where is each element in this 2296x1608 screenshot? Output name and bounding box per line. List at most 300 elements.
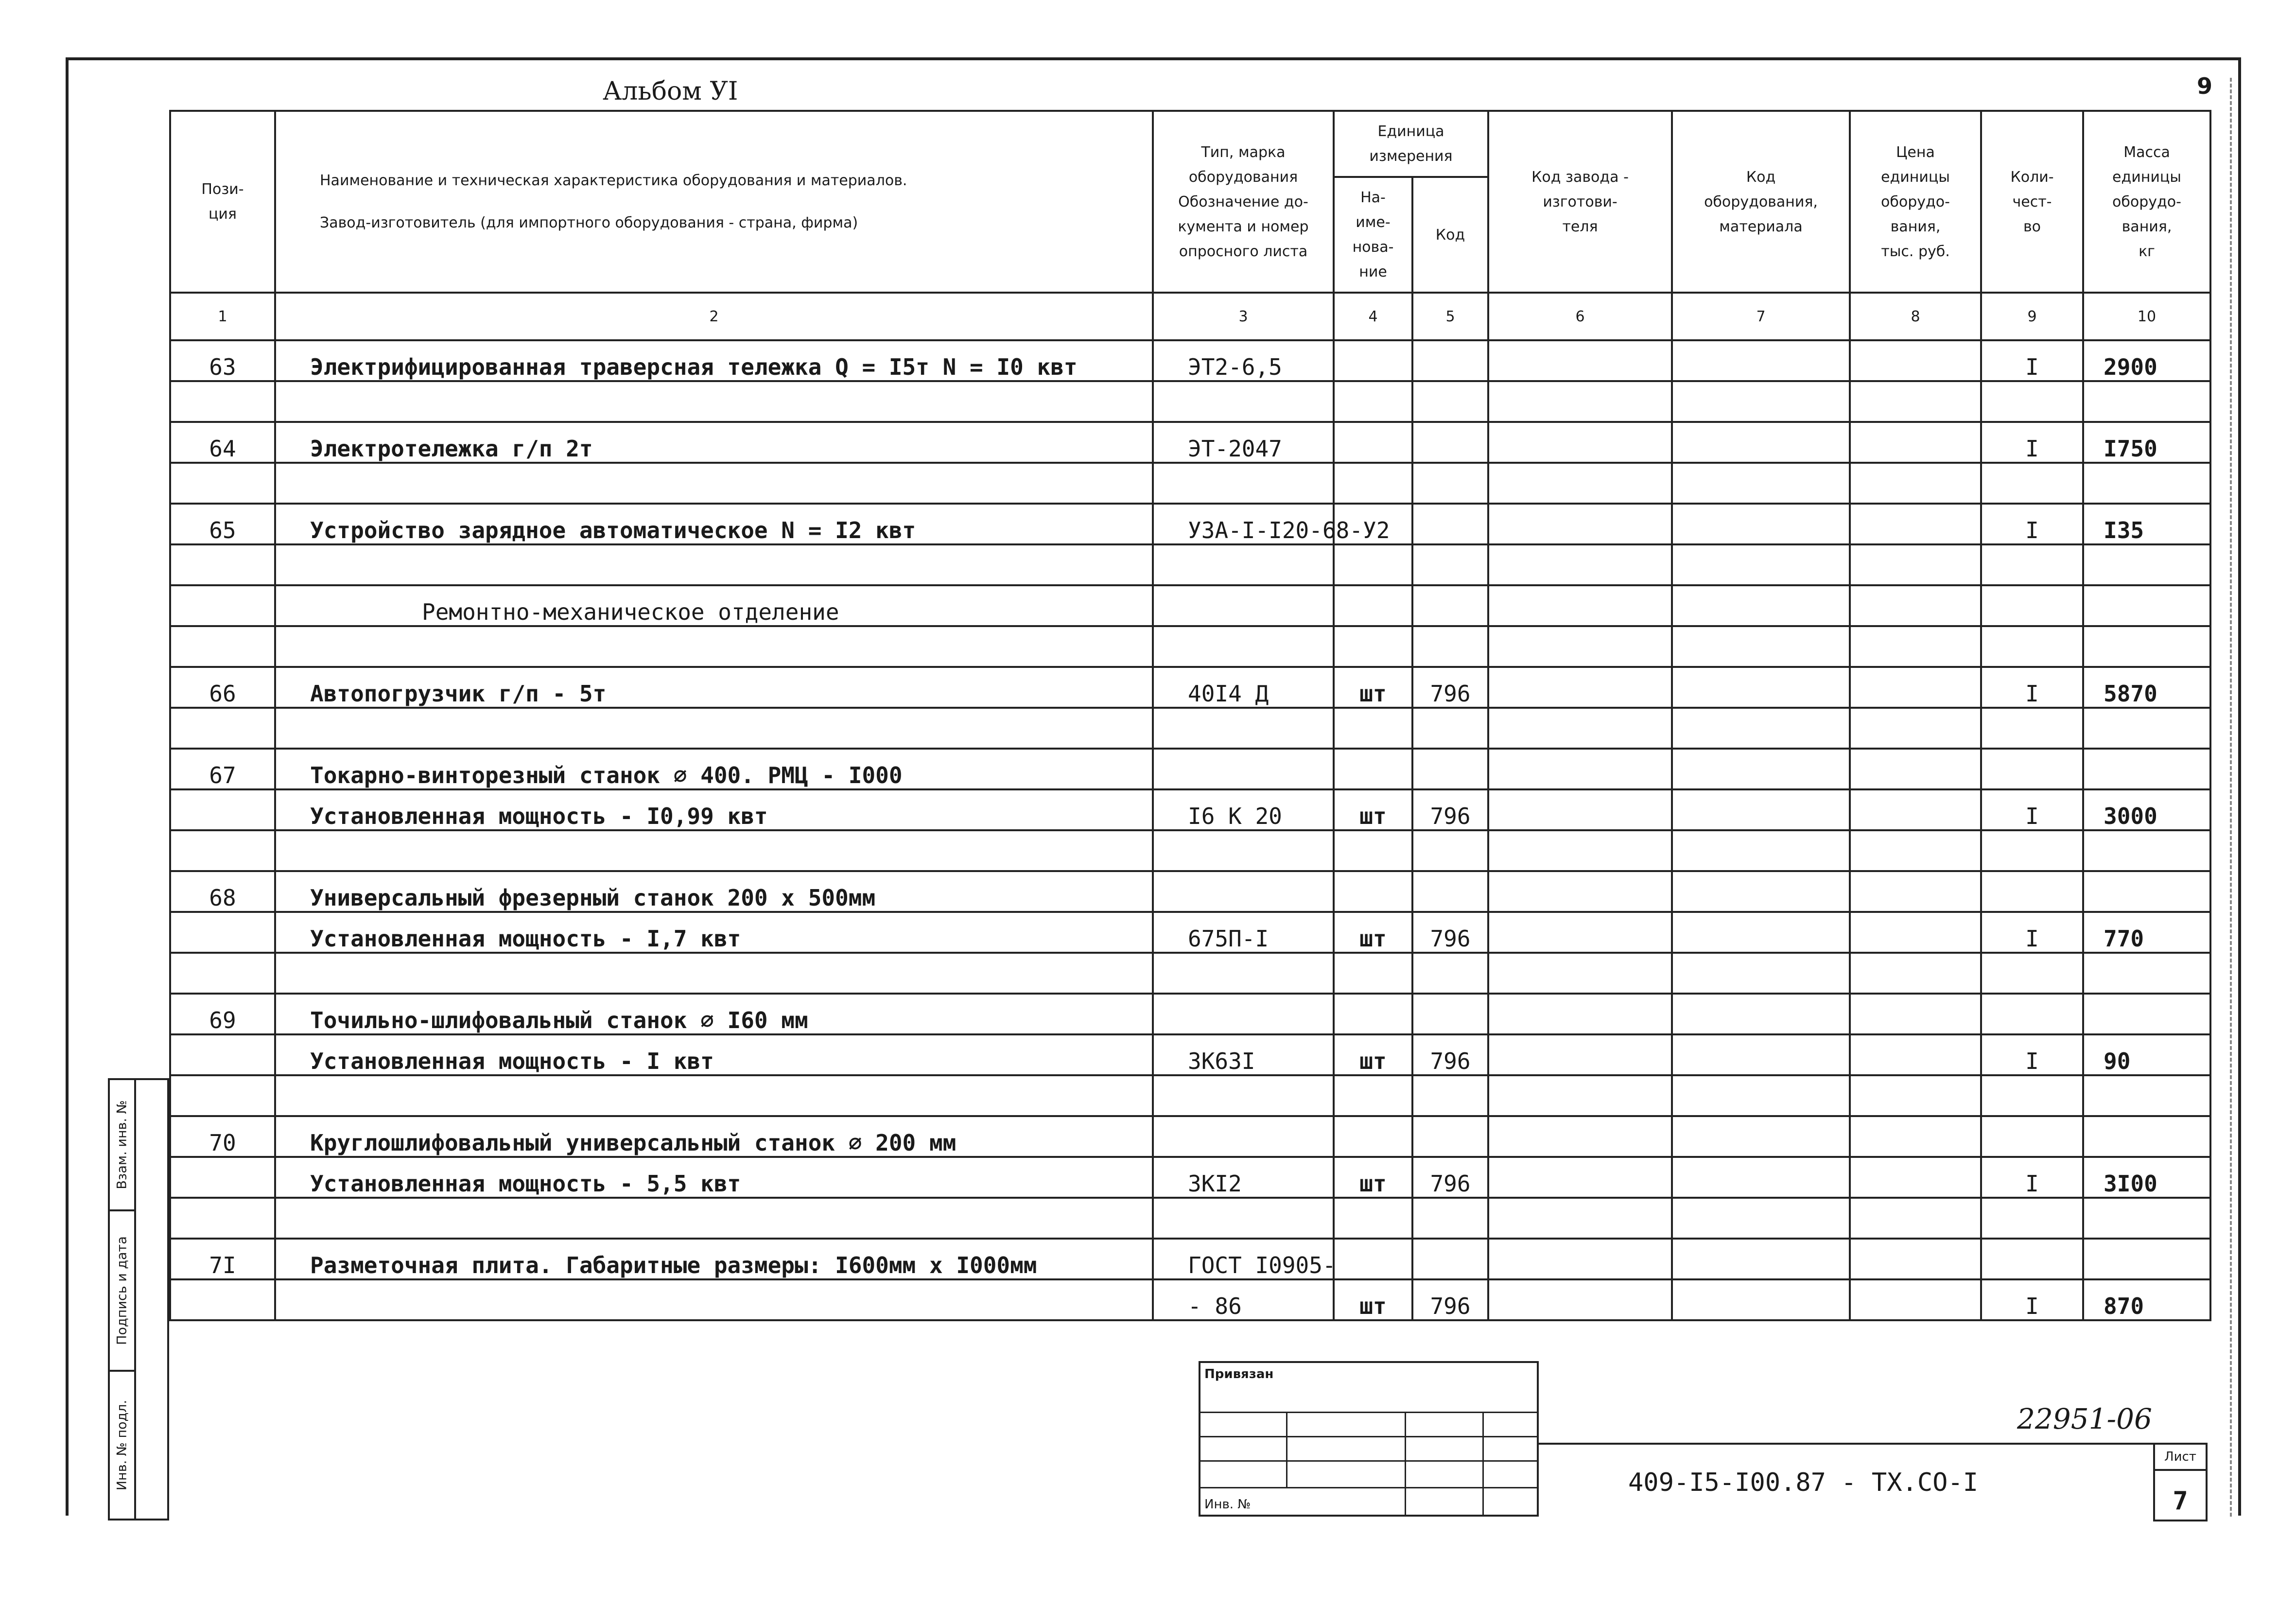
hdr-unit: Единица измерения bbox=[1334, 111, 1488, 177]
cell-pos bbox=[170, 830, 275, 871]
cell-c7 bbox=[1672, 585, 1850, 626]
cell-code bbox=[1412, 1116, 1488, 1157]
cell-c6 bbox=[1488, 381, 1672, 422]
cell-mass: 2900 bbox=[2083, 340, 2210, 381]
table-row bbox=[170, 340, 2210, 381]
hdr-factory-code: Код завода - изготови- теля bbox=[1488, 111, 1672, 293]
cell-pos: 69 bbox=[170, 994, 275, 1034]
cell-c7 bbox=[1672, 626, 1850, 667]
cell-name bbox=[275, 381, 1153, 422]
cell-code bbox=[1412, 749, 1488, 789]
cell-type bbox=[1153, 463, 1334, 504]
cell-type: - 86 bbox=[1153, 1279, 1334, 1320]
cell-qty bbox=[1981, 994, 2083, 1034]
col-number: 4 bbox=[1334, 293, 1412, 340]
cell-qty bbox=[1981, 1075, 2083, 1116]
cell-c7 bbox=[1672, 871, 1850, 912]
cell-c8 bbox=[1850, 1239, 1981, 1279]
cell-c6 bbox=[1488, 912, 1672, 953]
cell-name bbox=[275, 1198, 1153, 1239]
table-row bbox=[170, 1239, 2210, 1279]
cell-name: Установленная мощность - I,7 квт bbox=[275, 912, 1153, 953]
cell-unit bbox=[1334, 544, 1412, 585]
cell-pos bbox=[170, 381, 275, 422]
equipment-table bbox=[169, 110, 2211, 1321]
cell-mass bbox=[2083, 544, 2210, 585]
cell-c6 bbox=[1488, 1279, 1672, 1320]
cell-c7 bbox=[1672, 504, 1850, 544]
cell-qty: I bbox=[1981, 1157, 2083, 1198]
side-label: Взам. инв. № bbox=[110, 1080, 136, 1211]
cell-mass bbox=[2083, 585, 2210, 626]
cell-c7 bbox=[1672, 953, 1850, 994]
title-block-line bbox=[1539, 1443, 2153, 1445]
binding-stamp bbox=[1199, 1361, 1539, 1517]
col-number: 5 bbox=[1412, 293, 1488, 340]
cell-code: 796 bbox=[1412, 789, 1488, 830]
cell-code bbox=[1412, 626, 1488, 667]
cell-mass: 90 bbox=[2083, 1034, 2210, 1075]
cell-type: ГОСТ I0905- bbox=[1153, 1239, 1334, 1279]
cell-unit bbox=[1334, 994, 1412, 1034]
cell-pos: 67 bbox=[170, 749, 275, 789]
col-number: 1 bbox=[170, 293, 275, 340]
cell-c6 bbox=[1488, 953, 1672, 994]
cell-type: I6 К 20 bbox=[1153, 789, 1334, 830]
cell-name: Разметочная плита. Габаритные размеры: I600мм х I000мм bbox=[275, 1239, 1153, 1279]
cell-pos bbox=[170, 1157, 275, 1198]
cell-type bbox=[1153, 994, 1334, 1034]
cell-name: Установленная мощность - I0,99 квт bbox=[275, 789, 1153, 830]
hdr-equipment-code: Код оборудования, материала bbox=[1672, 111, 1850, 293]
cell-c8 bbox=[1850, 1034, 1981, 1075]
cell-name bbox=[275, 544, 1153, 585]
cell-qty bbox=[1981, 463, 2083, 504]
cell-unit bbox=[1334, 953, 1412, 994]
hdr-quantity: Коли- чест- во bbox=[1981, 111, 2083, 293]
table-row bbox=[170, 1075, 2210, 1116]
cell-unit: шт bbox=[1334, 1279, 1412, 1320]
cell-mass: 3I00 bbox=[2083, 1157, 2210, 1198]
cell-c8 bbox=[1850, 463, 1981, 504]
cell-mass: I750 bbox=[2083, 422, 2210, 463]
cell-name: Установленная мощность - 5,5 квт bbox=[275, 1157, 1153, 1198]
cell-c6 bbox=[1488, 1075, 1672, 1116]
table-row bbox=[170, 912, 2210, 953]
cell-pos bbox=[170, 1034, 275, 1075]
cell-mass bbox=[2083, 381, 2210, 422]
cell-c8 bbox=[1850, 585, 1981, 626]
cell-c6 bbox=[1488, 1198, 1672, 1239]
cell-name: Точильно-шлифовальный станок ∅ I60 мм bbox=[275, 994, 1153, 1034]
cell-mass bbox=[2083, 994, 2210, 1034]
cell-mass bbox=[2083, 749, 2210, 789]
stamp-title: Привязан bbox=[1204, 1367, 1274, 1381]
cell-unit bbox=[1334, 749, 1412, 789]
hdr-position: Пози- ция bbox=[170, 111, 275, 293]
cell-type: 675П-I bbox=[1153, 912, 1334, 953]
sheet-number: 7 bbox=[2173, 1486, 2188, 1516]
cell-code: 796 bbox=[1412, 1279, 1488, 1320]
cell-unit: шт bbox=[1334, 789, 1412, 830]
cell-type bbox=[1153, 626, 1334, 667]
margin-dash bbox=[2230, 78, 2232, 1517]
cell-code bbox=[1412, 871, 1488, 912]
col-number: 10 bbox=[2083, 293, 2210, 340]
cell-pos: 68 bbox=[170, 871, 275, 912]
document-code: 409-I5-I00.87 - ТХ.СО-I bbox=[1628, 1468, 1979, 1497]
cell-pos: 63 bbox=[170, 340, 275, 381]
cell-mass: 770 bbox=[2083, 912, 2210, 953]
table-row bbox=[170, 626, 2210, 667]
table-row bbox=[170, 463, 2210, 504]
table-row bbox=[170, 422, 2210, 463]
cell-name bbox=[275, 953, 1153, 994]
cell-mass: 870 bbox=[2083, 1279, 2210, 1320]
cell-pos bbox=[170, 1198, 275, 1239]
cell-pos: 7I bbox=[170, 1239, 275, 1279]
table-row bbox=[170, 1116, 2210, 1157]
cell-code: 796 bbox=[1412, 912, 1488, 953]
cell-name: Токарно-винторезный станок ∅ 400. РМЦ - I000 bbox=[275, 749, 1153, 789]
cell-code bbox=[1412, 381, 1488, 422]
cell-name bbox=[275, 626, 1153, 667]
cell-qty bbox=[1981, 1198, 2083, 1239]
cell-type: ЭТ-2047 bbox=[1153, 422, 1334, 463]
cell-c6 bbox=[1488, 1116, 1672, 1157]
cell-pos bbox=[170, 463, 275, 504]
cell-mass: 3000 bbox=[2083, 789, 2210, 830]
cell-unit bbox=[1334, 1239, 1412, 1279]
cell-c6 bbox=[1488, 1034, 1672, 1075]
cell-qty bbox=[1981, 544, 2083, 585]
cell-unit bbox=[1334, 1198, 1412, 1239]
cell-unit bbox=[1334, 1075, 1412, 1116]
col-number: 2 bbox=[275, 293, 1153, 340]
hdr-unit-code: Код bbox=[1412, 177, 1488, 293]
cell-name: Электротележка г/п 2т bbox=[275, 422, 1153, 463]
cell-name: Установленная мощность - I квт bbox=[275, 1034, 1153, 1075]
cell-unit bbox=[1334, 626, 1412, 667]
cell-c6 bbox=[1488, 708, 1672, 749]
col-number: 9 bbox=[1981, 293, 2083, 340]
cell-unit: шт bbox=[1334, 1157, 1412, 1198]
cell-qty bbox=[1981, 1239, 2083, 1279]
table-row bbox=[170, 708, 2210, 749]
cell-mass: I35 bbox=[2083, 504, 2210, 544]
cell-c8 bbox=[1850, 830, 1981, 871]
cell-c7 bbox=[1672, 667, 1850, 708]
cell-c7 bbox=[1672, 1198, 1850, 1239]
cell-c8 bbox=[1850, 1157, 1981, 1198]
cell-c8 bbox=[1850, 789, 1981, 830]
cell-code bbox=[1412, 544, 1488, 585]
cell-name bbox=[275, 830, 1153, 871]
cell-c7 bbox=[1672, 1239, 1850, 1279]
cell-c8 bbox=[1850, 422, 1981, 463]
cell-unit bbox=[1334, 830, 1412, 871]
cell-name bbox=[275, 463, 1153, 504]
cell-c7 bbox=[1672, 340, 1850, 381]
cell-pos bbox=[170, 544, 275, 585]
cell-pos bbox=[170, 708, 275, 749]
cell-type bbox=[1153, 1198, 1334, 1239]
table-row bbox=[170, 953, 2210, 994]
cell-mass: 5870 bbox=[2083, 667, 2210, 708]
cell-mass bbox=[2083, 1239, 2210, 1279]
cell-c6 bbox=[1488, 504, 1672, 544]
table-row bbox=[170, 749, 2210, 789]
cell-pos bbox=[170, 789, 275, 830]
table-row bbox=[170, 544, 2210, 585]
cell-qty bbox=[1981, 626, 2083, 667]
cell-c7 bbox=[1672, 381, 1850, 422]
cell-qty bbox=[1981, 749, 2083, 789]
cell-c6 bbox=[1488, 789, 1672, 830]
side-label: Инв. № подл. bbox=[110, 1372, 136, 1519]
sheet-box bbox=[2153, 1443, 2208, 1521]
cell-c6 bbox=[1488, 994, 1672, 1034]
cell-c7 bbox=[1672, 994, 1850, 1034]
cell-name: Круглошлифовальный универсальный станок ∅ 200 мм bbox=[275, 1116, 1153, 1157]
hdr-type: Тип, марка оборудования Обозначение до- кумента и номер опросного листа bbox=[1153, 111, 1334, 293]
cell-c8 bbox=[1850, 749, 1981, 789]
side-label: Подпись и дата bbox=[110, 1211, 136, 1372]
cell-c6 bbox=[1488, 340, 1672, 381]
album-title: Альбом УI bbox=[603, 77, 738, 106]
cell-c8 bbox=[1850, 871, 1981, 912]
cell-pos bbox=[170, 626, 275, 667]
cell-unit: шт bbox=[1334, 912, 1412, 953]
cell-unit bbox=[1334, 585, 1412, 626]
cell-unit bbox=[1334, 422, 1412, 463]
cell-unit bbox=[1334, 463, 1412, 504]
table-row bbox=[170, 667, 2210, 708]
side-stamp bbox=[108, 1078, 169, 1521]
table-row bbox=[170, 1279, 2210, 1320]
cell-c8 bbox=[1850, 340, 1981, 381]
cell-mass bbox=[2083, 626, 2210, 667]
cell-c8 bbox=[1850, 626, 1981, 667]
cell-c7 bbox=[1672, 463, 1850, 504]
table-row bbox=[170, 585, 2210, 626]
table-row bbox=[170, 1034, 2210, 1075]
cell-mass bbox=[2083, 463, 2210, 504]
col-number: 8 bbox=[1850, 293, 1981, 340]
cell-c7 bbox=[1672, 1279, 1850, 1320]
cell-qty: I bbox=[1981, 789, 2083, 830]
table-row bbox=[170, 381, 2210, 422]
cell-pos bbox=[170, 585, 275, 626]
cell-c7 bbox=[1672, 1157, 1850, 1198]
table-row bbox=[170, 871, 2210, 912]
cell-qty bbox=[1981, 830, 2083, 871]
cell-pos: 70 bbox=[170, 1116, 275, 1157]
cell-mass bbox=[2083, 1075, 2210, 1116]
cell-code: 796 bbox=[1412, 1034, 1488, 1075]
cell-c8 bbox=[1850, 504, 1981, 544]
col-number: 6 bbox=[1488, 293, 1672, 340]
cell-type: ЭТ2-6,5 bbox=[1153, 340, 1334, 381]
cell-mass bbox=[2083, 1198, 2210, 1239]
table-row bbox=[170, 789, 2210, 830]
cell-unit bbox=[1334, 708, 1412, 749]
cell-c8 bbox=[1850, 953, 1981, 994]
cell-c6 bbox=[1488, 749, 1672, 789]
cell-code bbox=[1412, 953, 1488, 994]
cell-qty: I bbox=[1981, 667, 2083, 708]
cell-pos: 64 bbox=[170, 422, 275, 463]
cell-code bbox=[1412, 422, 1488, 463]
cell-mass bbox=[2083, 830, 2210, 871]
cell-name: Устройство зарядное автоматическое N = I2 квт bbox=[275, 504, 1153, 544]
cell-type bbox=[1153, 544, 1334, 585]
table-row bbox=[170, 1198, 2210, 1239]
cell-type bbox=[1153, 1075, 1334, 1116]
cell-code bbox=[1412, 463, 1488, 504]
cell-mass bbox=[2083, 953, 2210, 994]
cell-qty: I bbox=[1981, 1279, 2083, 1320]
cell-c8 bbox=[1850, 1279, 1981, 1320]
cell-c7 bbox=[1672, 1116, 1850, 1157]
cell-c8 bbox=[1850, 912, 1981, 953]
cell-c8 bbox=[1850, 1075, 1981, 1116]
cell-c6 bbox=[1488, 422, 1672, 463]
cell-pos: 65 bbox=[170, 504, 275, 544]
sheet-label: Лист bbox=[2155, 1445, 2206, 1471]
hdr-mass: Масса единицы оборудо- вания, кг bbox=[2083, 111, 2210, 293]
cell-c8 bbox=[1850, 381, 1981, 422]
cell-name bbox=[275, 708, 1153, 749]
cell-c7 bbox=[1672, 1034, 1850, 1075]
cell-qty bbox=[1981, 585, 2083, 626]
hdr-unit-name: На- име- нова- ние bbox=[1334, 177, 1412, 293]
handwritten-number: 22951-06 bbox=[2017, 1402, 2152, 1435]
cell-pos bbox=[170, 1075, 275, 1116]
cell-c7 bbox=[1672, 912, 1850, 953]
cell-type bbox=[1153, 381, 1334, 422]
cell-type: 40I4 Д bbox=[1153, 667, 1334, 708]
cell-unit bbox=[1334, 381, 1412, 422]
cell-pos bbox=[170, 953, 275, 994]
cell-name: Автопогрузчик г/п - 5т bbox=[275, 667, 1153, 708]
cell-pos: 66 bbox=[170, 667, 275, 708]
cell-mass bbox=[2083, 708, 2210, 749]
cell-unit bbox=[1334, 871, 1412, 912]
cell-code bbox=[1412, 585, 1488, 626]
cell-code: 796 bbox=[1412, 1157, 1488, 1198]
table-row bbox=[170, 504, 2210, 544]
cell-qty: I bbox=[1981, 422, 2083, 463]
cell-name: Электрифицированная траверсная тележка Q = I5т N = I0 квт bbox=[275, 340, 1153, 381]
cell-name bbox=[275, 1075, 1153, 1116]
cell-c8 bbox=[1850, 708, 1981, 749]
cell-type bbox=[1153, 953, 1334, 994]
column-numbers-row bbox=[170, 293, 2210, 340]
cell-c6 bbox=[1488, 626, 1672, 667]
cell-name: Ремонтно-механическое отделение bbox=[275, 585, 1153, 626]
cell-c8 bbox=[1850, 544, 1981, 585]
table-row bbox=[170, 994, 2210, 1034]
cell-type bbox=[1153, 1116, 1334, 1157]
table-row bbox=[170, 830, 2210, 871]
cell-c6 bbox=[1488, 544, 1672, 585]
cell-c6 bbox=[1488, 1239, 1672, 1279]
cell-c6 bbox=[1488, 463, 1672, 504]
cell-c6 bbox=[1488, 585, 1672, 626]
hdr-price: Цена единицы оборудо- вания, тыс. руб. bbox=[1850, 111, 1981, 293]
cell-c7 bbox=[1672, 830, 1850, 871]
cell-code bbox=[1412, 504, 1488, 544]
cell-code bbox=[1412, 830, 1488, 871]
cell-code bbox=[1412, 1198, 1488, 1239]
cell-unit bbox=[1334, 340, 1412, 381]
cell-code bbox=[1412, 1075, 1488, 1116]
cell-c7 bbox=[1672, 749, 1850, 789]
cell-qty: I bbox=[1981, 912, 2083, 953]
cell-type bbox=[1153, 708, 1334, 749]
top-sheet-number: 9 bbox=[2197, 73, 2213, 99]
cell-code bbox=[1412, 708, 1488, 749]
cell-code bbox=[1412, 994, 1488, 1034]
cell-c7 bbox=[1672, 1075, 1850, 1116]
cell-qty bbox=[1981, 871, 2083, 912]
cell-c8 bbox=[1850, 667, 1981, 708]
cell-unit: шт bbox=[1334, 1034, 1412, 1075]
cell-c8 bbox=[1850, 1116, 1981, 1157]
cell-qty: I bbox=[1981, 340, 2083, 381]
cell-qty bbox=[1981, 953, 2083, 994]
cell-type bbox=[1153, 585, 1334, 626]
cell-qty: I bbox=[1981, 1034, 2083, 1075]
cell-code: 796 bbox=[1412, 667, 1488, 708]
cell-type: УЗА-I-I20-68-У2 bbox=[1153, 504, 1334, 544]
cell-type: 3К63I bbox=[1153, 1034, 1334, 1075]
hdr-name: Наименование и техническая характеристика оборудования и материалов. Завод-изготовитель (для импортного оборудования - страна, фирма) bbox=[275, 111, 1153, 293]
cell-qty: I bbox=[1981, 504, 2083, 544]
cell-mass bbox=[2083, 871, 2210, 912]
col-number: 3 bbox=[1153, 293, 1334, 340]
cell-mass bbox=[2083, 1116, 2210, 1157]
cell-c8 bbox=[1850, 1198, 1981, 1239]
cell-c6 bbox=[1488, 1157, 1672, 1198]
cell-code bbox=[1412, 1239, 1488, 1279]
cell-type bbox=[1153, 871, 1334, 912]
cell-type bbox=[1153, 830, 1334, 871]
cell-c7 bbox=[1672, 544, 1850, 585]
cell-qty bbox=[1981, 381, 2083, 422]
cell-name: Универсальный фрезерный станок 200 х 500мм bbox=[275, 871, 1153, 912]
cell-code bbox=[1412, 340, 1488, 381]
cell-c7 bbox=[1672, 708, 1850, 749]
cell-pos bbox=[170, 912, 275, 953]
cell-c7 bbox=[1672, 789, 1850, 830]
cell-c6 bbox=[1488, 830, 1672, 871]
cell-pos bbox=[170, 1279, 275, 1320]
cell-c8 bbox=[1850, 994, 1981, 1034]
col-number: 7 bbox=[1672, 293, 1850, 340]
cell-type bbox=[1153, 749, 1334, 789]
cell-qty bbox=[1981, 708, 2083, 749]
cell-c6 bbox=[1488, 871, 1672, 912]
cell-name bbox=[275, 1279, 1153, 1320]
cell-unit: шт bbox=[1334, 667, 1412, 708]
stamp-inv: Инв. № bbox=[1204, 1497, 1251, 1512]
cell-qty bbox=[1981, 1116, 2083, 1157]
cell-type: 3КI2 bbox=[1153, 1157, 1334, 1198]
cell-unit bbox=[1334, 1116, 1412, 1157]
cell-c7 bbox=[1672, 422, 1850, 463]
